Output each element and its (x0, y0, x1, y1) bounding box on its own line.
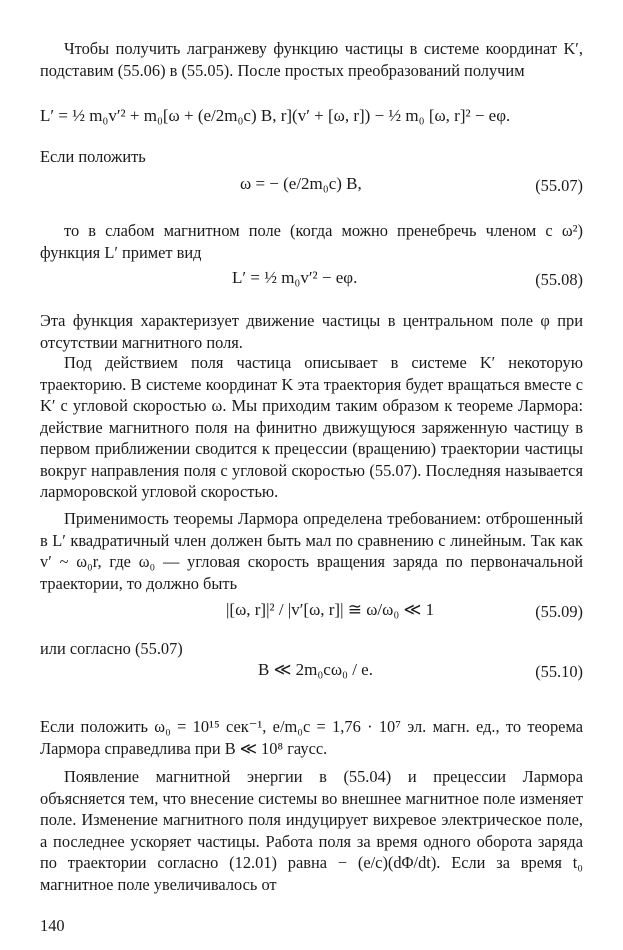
equation-lagrangian-full (40, 106, 510, 126)
equation-number-55-08: (55.08) (535, 270, 583, 289)
equation-number-55-09: (55.09) (535, 602, 583, 621)
equation-field-limit-text: B ≪ 2m₀cω₀ / e. (258, 660, 373, 679)
equation-lagrangian-weak-field-text: L′ = ½ m₀v′² − eφ. (232, 268, 358, 287)
paragraph-7: или согласно (55.07) (40, 639, 183, 658)
equation-field-limit (258, 660, 373, 680)
paragraph-5: Под действием поля частица описывает в системе K′ некоторую траекторию. В системе координат K эта траектория будет вращаться вместе с K′ с угловой скоростью ω. Мы приходим таким образом к теореме Лармора: действие магнитного поля на финитно движущуюся заряженную частицу в первом приближении сводится к прецессии (вращению) траектории частицы вокруг направления поля с угловой скоростью (55.07). Последняя называется ларморовской угловой скоростью. (40, 353, 583, 501)
paragraph-9: Появление магнитной энергии в (55.04) и прецессии Лармора объясняется тем, что внесение системы во внешнее магнитное поле изменяет поле. Изменение магнитного поля индуцирует вихревое электрическое поле, а последнее ускоряет частицы. Работа поля за время одного оборота заряда по траектории согласно (12.01) равна − (e/c)(dΦ/dt). Если за время t₀ магнитное поле увеличивалось от (40, 767, 583, 894)
equation-number-55-07: (55.07) (535, 176, 583, 195)
equation-lagrangian-weak-field (232, 268, 357, 288)
paragraph-2: Если положить (40, 147, 146, 166)
paragraph-1: Чтобы получить лагранжеву функцию частицы в системе координат K′, подставим (55.06) в (55.05). После простых преобразований получим (40, 39, 583, 80)
page-number: 140 (40, 916, 65, 935)
equation-number-55-10: (55.10) (535, 662, 583, 681)
equation-applicability-condition-text: |[ω, r]|² / |v′[ω, r]| ≅ ω/ω₀ ≪ 1 (226, 600, 435, 619)
equation-applicability-condition (226, 600, 434, 620)
paragraph-8: Если положить ω₀ = 10¹⁵ сек⁻¹, e/m₀c = 1,76 · 10⁷ эл. магн. ед., то теорема Лармора справедлива при B ≪ 10⁸ гаусс. (40, 717, 583, 758)
paragraph-4: Эта функция характеризует движение частицы в центральном поле φ при отсутствии магнитного поля. (40, 311, 583, 352)
paragraph-3: то в слабом магнитном поле (когда можно пренебречь членом с ω²) функция L′ примет вид (40, 221, 583, 262)
equation-larmor-frequency (240, 174, 362, 194)
paragraph-6: Применимость теоремы Лармора определена требованием: отброшенный в L′ квадратичный член должен быть мал по сравнению с линейным. Так как v′ ~ ω₀r, где ω₀ — угловая скорость вращения заряда по первоначальной траектории, то должно быть (40, 509, 583, 593)
equation-larmor-frequency-text: ω = − (e/2m₀c) B, (240, 174, 362, 193)
equation-lagrangian-full-text: L′ = ½ m₀v′² + m₀[ω + (e/2m₀c) B, r](v′ + [ω, r]) − ½ m₀ [ω, r]² − eφ. (40, 106, 511, 125)
